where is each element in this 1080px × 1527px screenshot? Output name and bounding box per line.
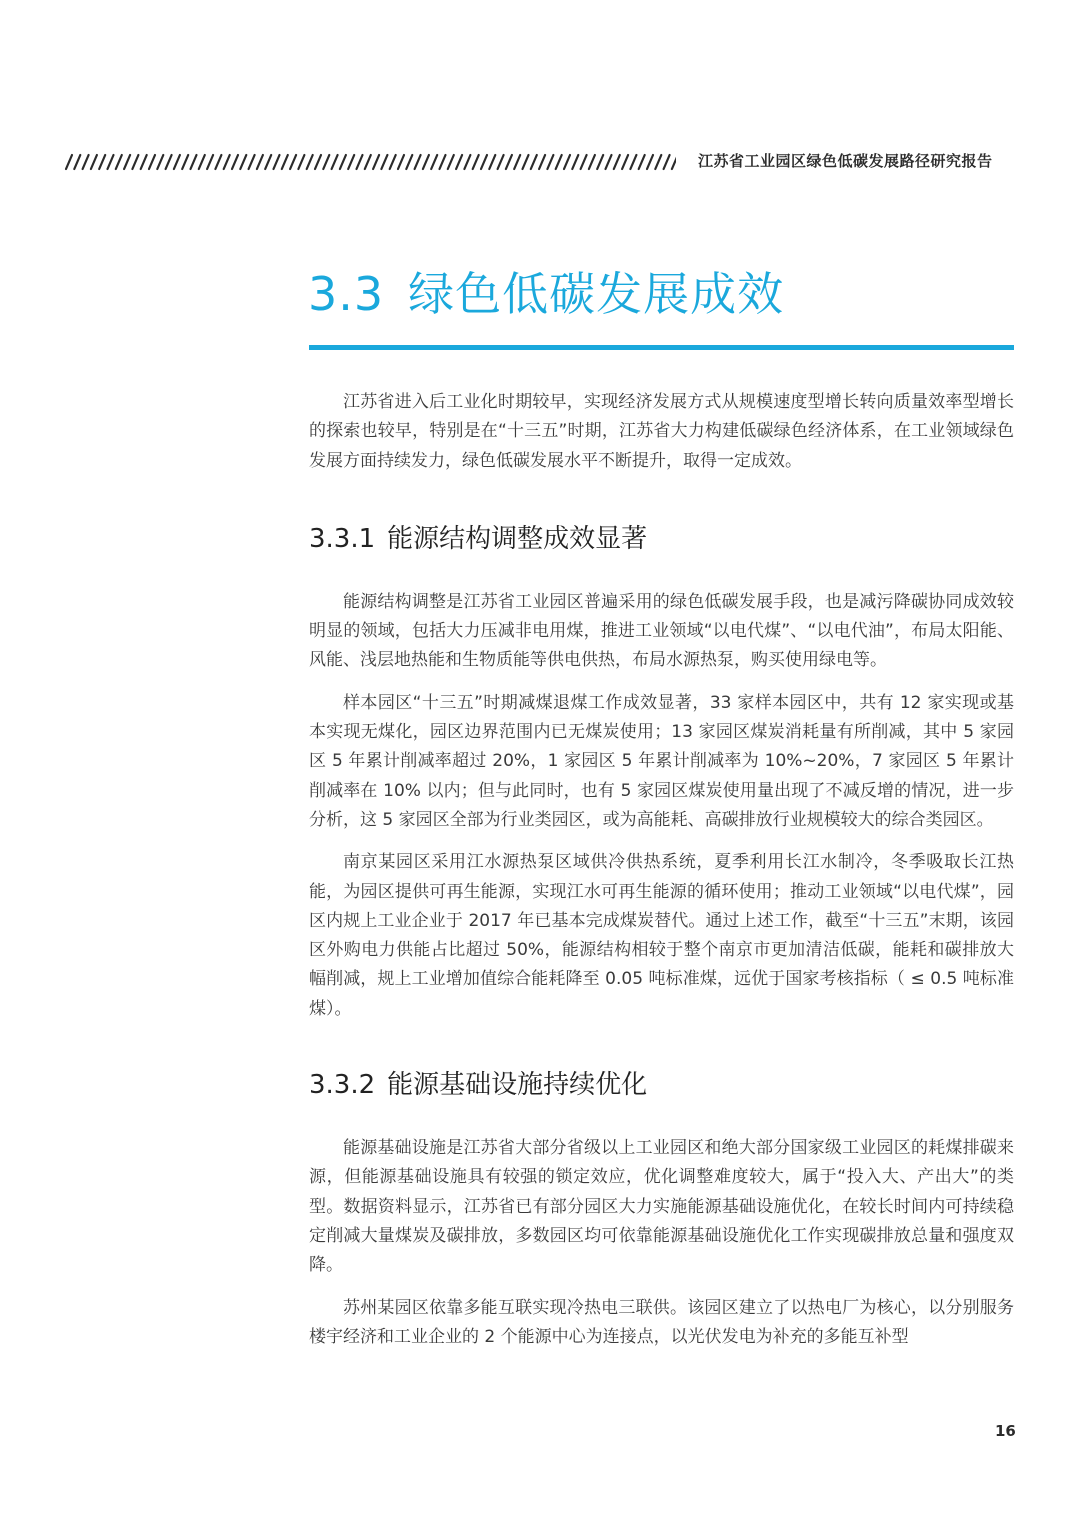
report-title: 江苏省工业园区绿色低碳发展路径研究报告 (698, 152, 993, 170)
paragraph: 能源结构调整是江苏省工业园区普遍采用的绿色低碳发展手段，也是减污降碳协同成效较明显的领域，包括大力压减非电用煤，推进工业领域“以电代煤”、“以电代油”，布局太阳能、风能、浅层地热能和生物质能等供电供热，布局水源热泵，购买使用绿电等。 (309, 591, 1014, 671)
section-number: 3.3 (308, 267, 385, 321)
section-title-text: 绿色低碳发展成效 (408, 267, 785, 321)
paragraph: 样本园区“十三五”时期减煤退煤工作成效显著，33 家样本园区中，共有 12 家实现或基本实现无煤化，园区边界范围内已无煤炭使用；13 家园区煤炭消耗量有所削减，其中 5 家园区 5 年累计削减率超过 20%，1 家园区 5 年累计削减率为 10%~20%，7 家园区 5 年累计削减率在 10% 以内；但与此同时，也有 5 家园区煤炭使用量出现了不减反增的情况，进一步分析，这 5 家园区全部为行业类园区，或为高能耗、高碳排放行业规模较大的综合类园区。 (309, 692, 1014, 830)
intro-paragraph: 江苏省进入后工业化时期较早，实现经济发展方式从规模速度型增长转向质量效率型增长的探索也较早，特别是在“十三五”时期，江苏省大力构建低碳绿色经济体系，在工业领域绿色发展方面持续发力，绿色低碳发展水平不断提升，取得一定成效。 (309, 392, 1014, 471)
subsection-title: 能源结构调整成效显著 (387, 523, 648, 554)
header-hatch-decoration (64, 153, 676, 171)
paragraph: 能源基础设施是江苏省大部分省级以上工业园区和绝大部分国家级工业园区的耗煤排碳来源，但能源基础设施具有较强的锁定效应，优化调整难度较大，属于“投入大、产出大”的类型。数据资料显示，江苏省已有部分园区大力实施能源基础设施优化，在较长时间内可持续稳定削减大量煤炭及碳排放，多数园区均可依靠能源基础设施优化工作实现碳排放总量和强度双降。 (309, 1138, 1014, 1276)
subsection-heading-3-3-1 (309, 518, 1014, 555)
subsection-number: 3.3.2 (309, 1070, 376, 1101)
section-title-rule (309, 345, 1014, 350)
subsection-title: 能源基础设施持续优化 (387, 1070, 648, 1101)
page-number: 16 (995, 1422, 1016, 1440)
section-title (308, 258, 784, 324)
paragraph: 苏州某园区依靠多能互联实现冷热电三联供。该园区建立了以热电厂为核心，以分别服务楼宇经济和工业企业的 2 个能源中心为连接点，以光伏发电为补充的多能互补型 (309, 1297, 1014, 1347)
subsection-heading-3-3-2 (309, 1064, 1014, 1101)
body-content (309, 388, 1014, 1352)
paragraph: 南京某园区采用江水源热泵区域供冷供热系统，夏季利用长江水制冷，冬季吸取长江热能，为园区提供可再生能源，实现江水可再生能源的循环使用；推动工业领域“以电代煤”，园区内规上工业企业于 2017 年已基本完成煤炭替代。通过上述工作，截至“十三五”末期，该园区外购电力供能占比超过 50%，能源结构相较于整个南京市更加清洁低碳，能耗和碳排放大幅削减，规上工业增加值综合能耗降至 0.05 吨标准煤，远优于国家考核指标（ ≤ 0.5 吨标准煤）。 (309, 852, 1014, 1019)
subsection-number: 3.3.1 (309, 523, 376, 554)
